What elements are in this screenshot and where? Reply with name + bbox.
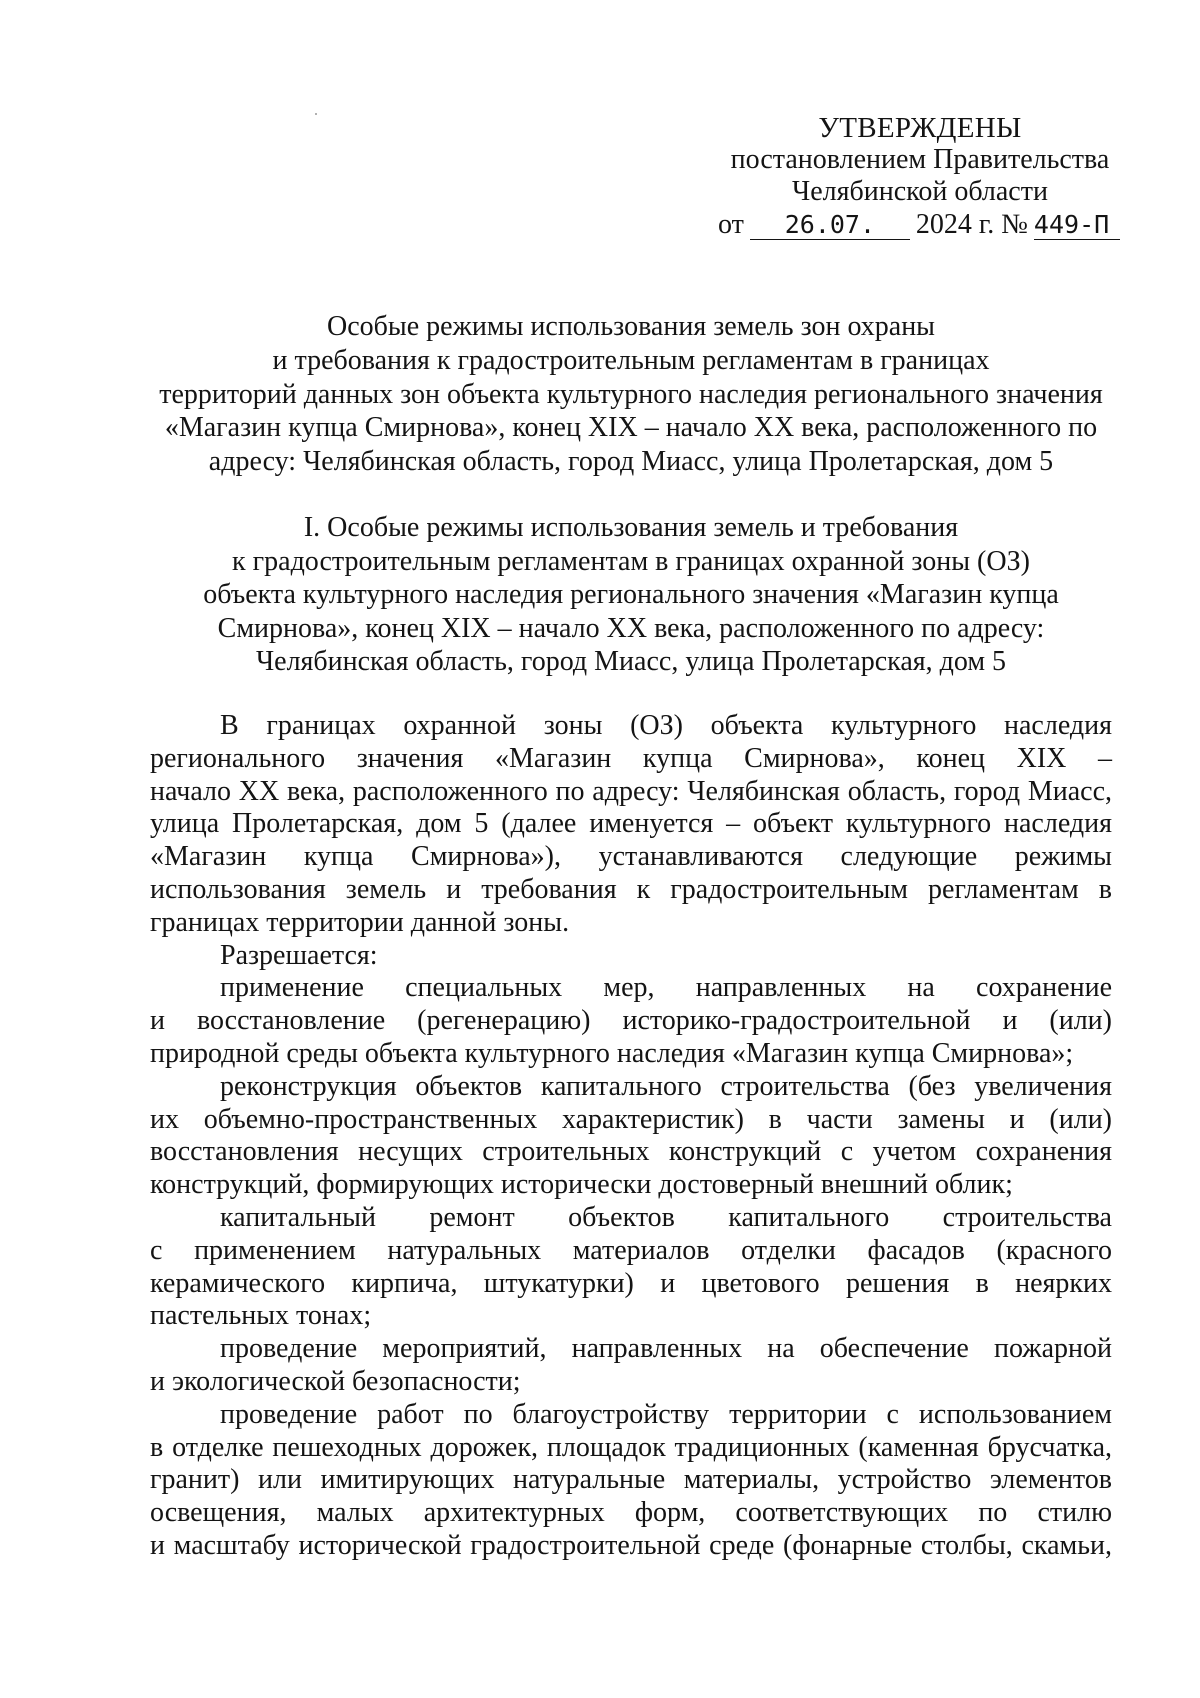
date-prefix: от <box>718 209 744 240</box>
year-text: 2024 г. № <box>915 209 1028 240</box>
section-heading <box>150 511 1112 679</box>
scan-speck <box>315 113 317 115</box>
section-line: объекта культурного наследия регионального значения «Магазин купца <box>203 579 1059 610</box>
approval-line-1: постановлением Правительства <box>730 144 1110 175</box>
body-line: проведение мероприятий, направленных на обеспечение пожарной <box>220 1333 1112 1365</box>
approval-stamp <box>690 112 1150 208</box>
approval-heading: УТВЕРЖДЕНЫ <box>818 112 1022 144</box>
paragraph-intro <box>150 710 1112 940</box>
paragraph-item-1 <box>150 972 1112 1070</box>
document-title <box>150 310 1112 479</box>
paragraph-permitted <box>150 940 1112 973</box>
paragraph-item-4 <box>150 1333 1112 1399</box>
body-line: гранит) или имитирующих натуральные материалы, устройство элементов <box>150 1464 1112 1496</box>
title-line: адресу: Челябинская область, город Миасс, улица Пролетарская, дом 5 <box>208 446 1054 478</box>
body-line: конструкций, формирующих исторически достоверный внешний облик; <box>150 1169 1013 1201</box>
body-line: в отделке пешеходных дорожек, площадок традиционных (каменная брусчатка, <box>150 1431 1112 1463</box>
title-line: «Магазин купца Смирнова», конец XIX – начало XX века, расположенного по <box>164 412 1098 444</box>
section-line: I. Особые режимы использования земель и требования <box>303 512 959 543</box>
body-line: регионального значения «Магазин купца Смирнова», конец XIX – <box>150 742 1112 774</box>
paragraph-item-5 <box>150 1399 1112 1563</box>
body-line: и восстановление (регенерацию) историко-градостроительной и (или) <box>150 1005 1112 1037</box>
body-line: освещения, малых архитектурных форм, соответствующих по стилю <box>150 1497 1112 1529</box>
date-value: 26.07. <box>750 211 910 240</box>
body-line: восстановления несущих строительных конструкций с учетом сохранения <box>150 1136 1112 1168</box>
paragraph-item-2 <box>150 1071 1112 1202</box>
body-line: использования земель и требования к градостроительным регламентам в <box>150 873 1112 905</box>
number-value: 449-П <box>1034 211 1120 240</box>
body-line: В границах охранной зоны (ОЗ) объекта культурного наследия <box>220 710 1112 741</box>
body-line: Разрешается: <box>220 939 378 971</box>
body-line: и экологической безопасности; <box>150 1365 521 1397</box>
body-line: природной среды объекта культурного наследия «Магазин купца Смирнова»; <box>150 1037 1074 1069</box>
body-line: пастельных тонах; <box>150 1300 372 1332</box>
section-line: Челябинская область, город Миасс, улица Пролетарская, дом 5 <box>255 646 1007 677</box>
approval-date-line <box>718 208 1120 242</box>
body-line: «Магазин купца Смирнова»), устанавливаются следующие режимы <box>150 841 1112 873</box>
body-line: капитальный ремонт объектов капитального строительства <box>220 1201 1112 1233</box>
section-line: к градостроительным регламентам в границах охранной зоны (ОЗ) <box>232 545 1030 577</box>
paragraph-item-3 <box>150 1202 1112 1333</box>
body-line: проведение работ по благоустройству территории с использованием <box>220 1398 1112 1430</box>
title-line: территорий данных зон объекта культурного наследия регионального значения <box>159 378 1103 410</box>
title-line: и требования к градостроительным регламентам в границах <box>272 344 990 376</box>
body-line: границах территории данной зоны. <box>150 906 570 938</box>
section-line: Смирнова», конец XIX – начало XX века, расположенного по адресу: <box>217 612 1045 644</box>
body-line: и масштабу исторической градостроительной среде (фонарные столбы, скамьи, <box>150 1529 1112 1561</box>
approval-line-2: Челябинской области <box>792 176 1048 207</box>
body-line: керамического кирпича, штукатурки) и цветового решения в неярких <box>150 1267 1112 1299</box>
body-line: с применением натуральных материалов отделки фасадов (красного <box>150 1234 1112 1266</box>
body-line: начало XX века, расположенного по адресу: Челябинская область, город Миасс, <box>150 775 1112 807</box>
body-line: реконструкция объектов капитального строительства (без увеличения <box>220 1070 1112 1102</box>
body-line: улица Пролетарская, дом 5 (далее именуется – объект культурного наследия <box>150 808 1112 840</box>
title-line: Особые режимы использования земель зон охраны <box>326 311 935 342</box>
body-line: применение специальных мер, направленных на сохранение <box>220 972 1112 1004</box>
body-line: их объемно-пространственных характеристик) в части замены и (или) <box>150 1103 1112 1135</box>
document-body <box>150 710 1112 1563</box>
